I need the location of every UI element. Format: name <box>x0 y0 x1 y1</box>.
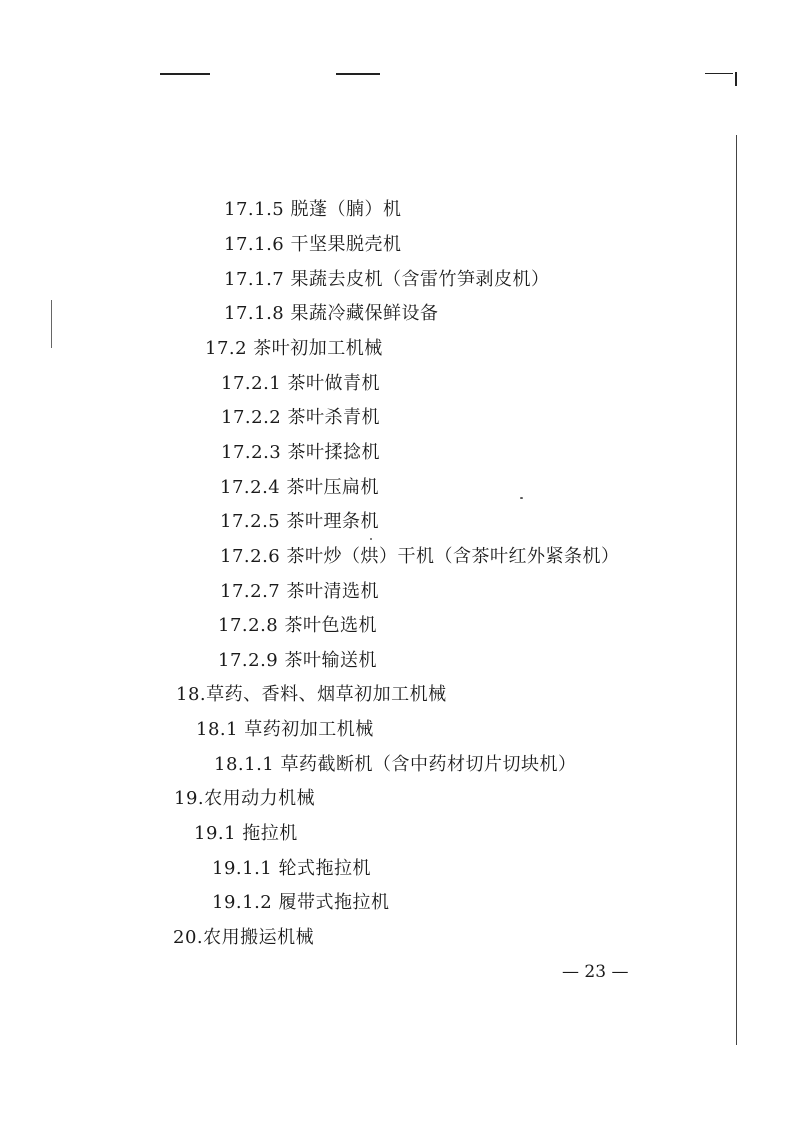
list-item: 19.1.1 轮式拖拉机 <box>212 858 371 879</box>
list-item: 17.2.3 茶叶揉捻机 <box>221 442 380 463</box>
top-border-mark <box>336 73 380 75</box>
list-item: 17.2.7 茶叶清选机 <box>220 581 379 602</box>
list-item: 17.2.1 茶叶做青机 <box>221 373 380 394</box>
list-item: 19.1.2 履带式拖拉机 <box>212 892 390 913</box>
list-item: 17.2.4 茶叶压扁机 <box>220 477 379 498</box>
list-item: 20.农用搬运机械 <box>173 927 315 948</box>
list-item: 17.1.7 果蔬去皮机（含雷竹笋剥皮机） <box>224 269 550 290</box>
list-item: 18.1 草药初加工机械 <box>196 719 374 740</box>
list-item: 17.1.5 脱蓬（腩）机 <box>224 199 402 220</box>
list-item: 17.2.6 茶叶炒（烘）干机（含茶叶红外紧条机） <box>220 546 620 567</box>
list-item: 17.1.6 干坚果脱壳机 <box>224 234 402 255</box>
list-item: 18.1.1 草药截断机（含中药材切片切块机） <box>214 754 577 775</box>
list-item: 17.2.8 茶叶色选机 <box>218 615 377 636</box>
list-item: 17.2.9 茶叶输送机 <box>218 650 377 671</box>
list-item: 17.2.2 茶叶杀青机 <box>221 407 380 428</box>
list-item: 19.农用动力机械 <box>174 788 316 809</box>
left-margin-mark <box>51 300 52 348</box>
list-item: 17.2 茶叶初加工机械 <box>205 338 383 359</box>
scan-speck <box>520 497 523 499</box>
list-item: 17.2.5 茶叶理条机 <box>220 511 379 532</box>
list-item: 17.1.8 果蔬冷藏保鲜设备 <box>224 303 439 324</box>
list-item: 19.1 拖拉机 <box>194 823 298 844</box>
top-border-mark <box>705 73 733 74</box>
scan-speck <box>370 538 372 540</box>
page-number: — 23 — <box>562 962 629 982</box>
top-corner-mark <box>735 72 737 86</box>
list-item: 18.草药、香料、烟草初加工机械 <box>176 684 447 705</box>
top-border-mark <box>160 73 210 75</box>
right-margin-line <box>736 135 737 1045</box>
